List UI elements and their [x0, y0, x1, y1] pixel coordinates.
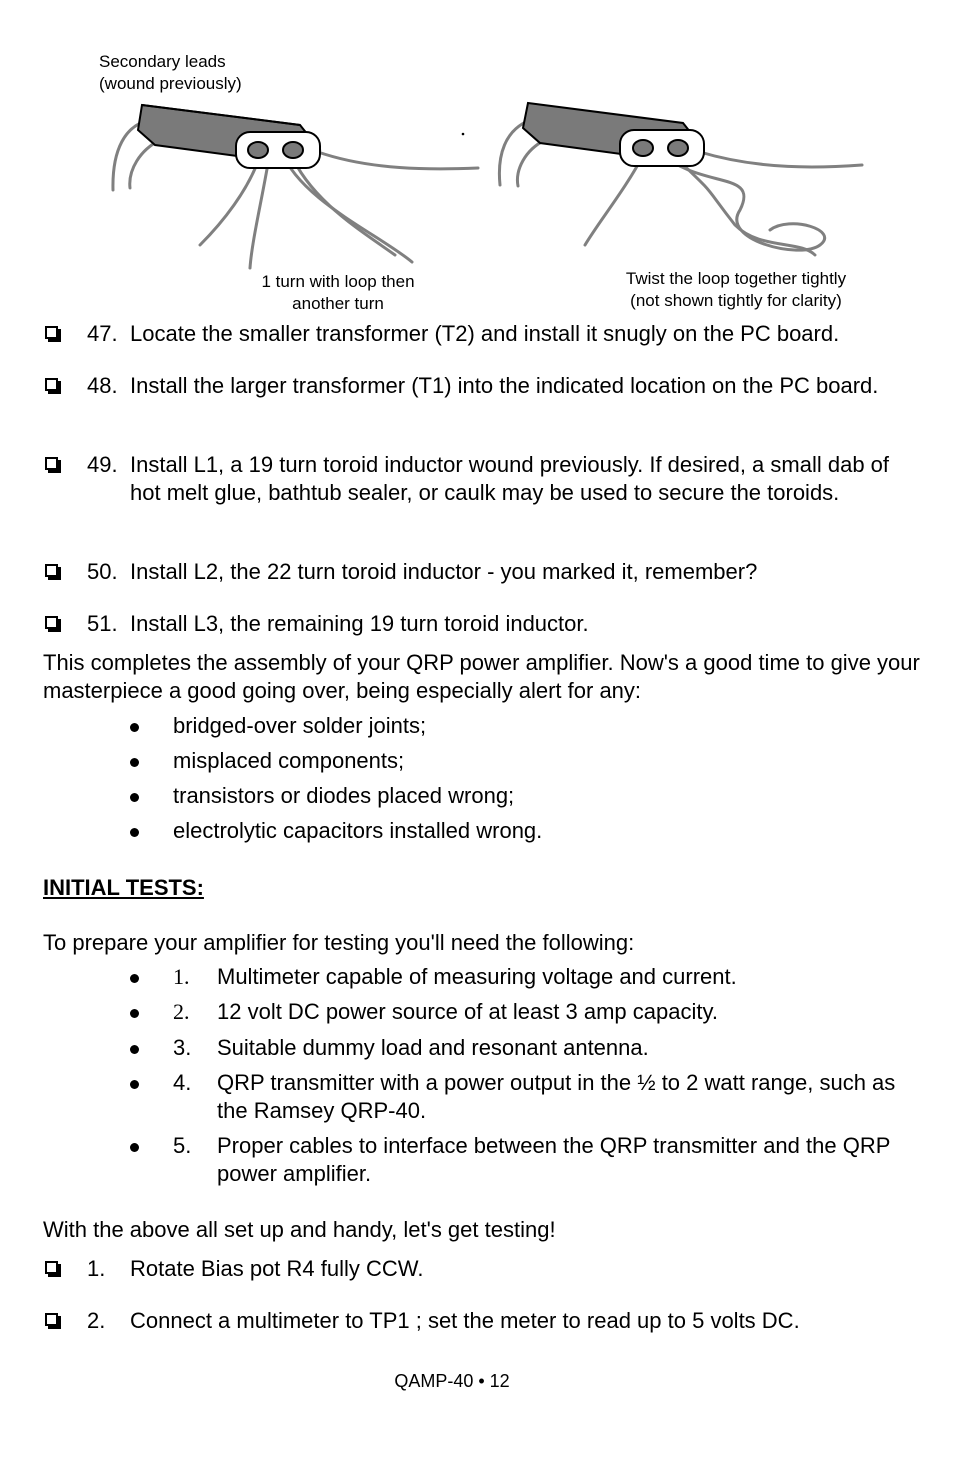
requirement-item	[130, 963, 910, 991]
transformer-winding-figure	[0, 0, 954, 325]
bullet-icon	[130, 828, 139, 837]
bullet-icon	[130, 723, 139, 732]
page-footer: QAMP-40 • 12	[394, 1371, 510, 1391]
checkbox-icon[interactable]	[45, 564, 58, 577]
requirement-number: 5.	[173, 1133, 192, 1158]
step-text: Locate the smaller transformer (T2) and install it snugly on the PC board.	[130, 321, 840, 346]
checkbox-icon[interactable]	[45, 457, 58, 470]
step-number: 51.	[87, 611, 118, 636]
step-number: 49.	[87, 452, 118, 477]
checkbox-icon[interactable]	[45, 1313, 58, 1326]
step-number: 2.	[87, 1308, 106, 1333]
requirement-text: Proper cables to interface between the QRP transmitter and the QRP power amplifier.	[217, 1133, 890, 1186]
right-core	[523, 103, 704, 166]
completion-paragraph: This completes the assembly of your QRP power amplifier. Now's a good time to give your masterpiece a good going over, being especially alert for any:	[43, 650, 920, 703]
check-item: electrolytic capacitors installed wrong.	[130, 817, 910, 845]
prepare-paragraph: To prepare your amplifier for testing you'll need the following:	[43, 930, 635, 955]
requirement-text: Multimeter capable of measuring voltage and current.	[217, 964, 737, 989]
step-text: Rotate Bias pot R4 fully CCW.	[130, 1256, 424, 1281]
step-number: 1.	[87, 1256, 106, 1281]
step-49	[43, 451, 923, 507]
bullet-icon	[130, 1045, 139, 1054]
check-item: transistors or diodes placed wrong;	[130, 782, 910, 810]
bullet-icon	[130, 793, 139, 802]
requirement-number: 3.	[173, 1035, 192, 1060]
check-item: bridged-over solder joints;	[130, 712, 910, 740]
requirement-item	[130, 1034, 910, 1062]
step-number: 47.	[87, 321, 118, 346]
one-turn-label: 1 turn with loop then another turn	[261, 272, 415, 313]
initial-tests-heading: INITIAL TESTS:	[43, 875, 204, 900]
test-step-2	[43, 1307, 923, 1335]
bullet-icon	[130, 1080, 139, 1089]
requirement-text: 12 volt DC power source of at least 3 amp capacity.	[217, 999, 718, 1024]
checkbox-icon[interactable]	[45, 326, 58, 339]
twist-loop-label: Twist the loop together tightly (not shown tightly for clarity)	[625, 269, 847, 310]
step-48	[43, 372, 923, 400]
step-51	[43, 610, 923, 638]
step-text: Install the larger transformer (T1) into the indicated location on the PC board.	[130, 373, 879, 398]
requirement-number: 2.	[173, 999, 190, 1024]
checkbox-icon[interactable]	[45, 1261, 58, 1274]
bullet-icon	[130, 974, 139, 983]
requirement-item	[130, 1132, 910, 1188]
step-text: Install L2, the 22 turn toroid inductor - you marked it, remember?	[130, 559, 758, 584]
requirement-text: QRP transmitter with a power output in the ½ to 2 watt range, such as the Ramsey QRP-40.	[217, 1070, 896, 1123]
checkbox-icon[interactable]	[45, 378, 58, 391]
checkbox-icon[interactable]	[45, 616, 58, 629]
step-47	[43, 320, 923, 348]
test-step-1	[43, 1255, 923, 1283]
bullet-icon	[130, 1009, 139, 1018]
bullet-icon	[130, 758, 139, 767]
step-text: Connect a multimeter to TP1 ; set the meter to read up to 5 volts DC.	[130, 1308, 800, 1333]
requirement-item	[130, 1069, 910, 1125]
requirement-text: Suitable dummy load and resonant antenna.	[217, 1035, 649, 1060]
secondary-leads-label: Secondary leads (wound previously)	[99, 52, 242, 93]
requirement-item	[130, 998, 910, 1026]
left-core	[138, 105, 320, 168]
setup-paragraph: With the above all set up and handy, let's get testing!	[43, 1217, 556, 1242]
step-text: Install L1, a 19 turn toroid inductor wound previously. If desired, a small dab of hot melt glue, bathtub sealer, or caulk may be used to secure the toroids.	[130, 452, 890, 505]
step-number: 50.	[87, 559, 118, 584]
requirement-number: 1.	[173, 964, 190, 989]
requirement-number: 4.	[173, 1070, 192, 1095]
step-text: Install L3, the remaining 19 turn toroid inductor.	[130, 611, 589, 636]
step-50	[43, 558, 923, 586]
step-number: 48.	[87, 373, 118, 398]
bullet-icon	[130, 1143, 139, 1152]
check-item: misplaced components;	[130, 747, 910, 775]
